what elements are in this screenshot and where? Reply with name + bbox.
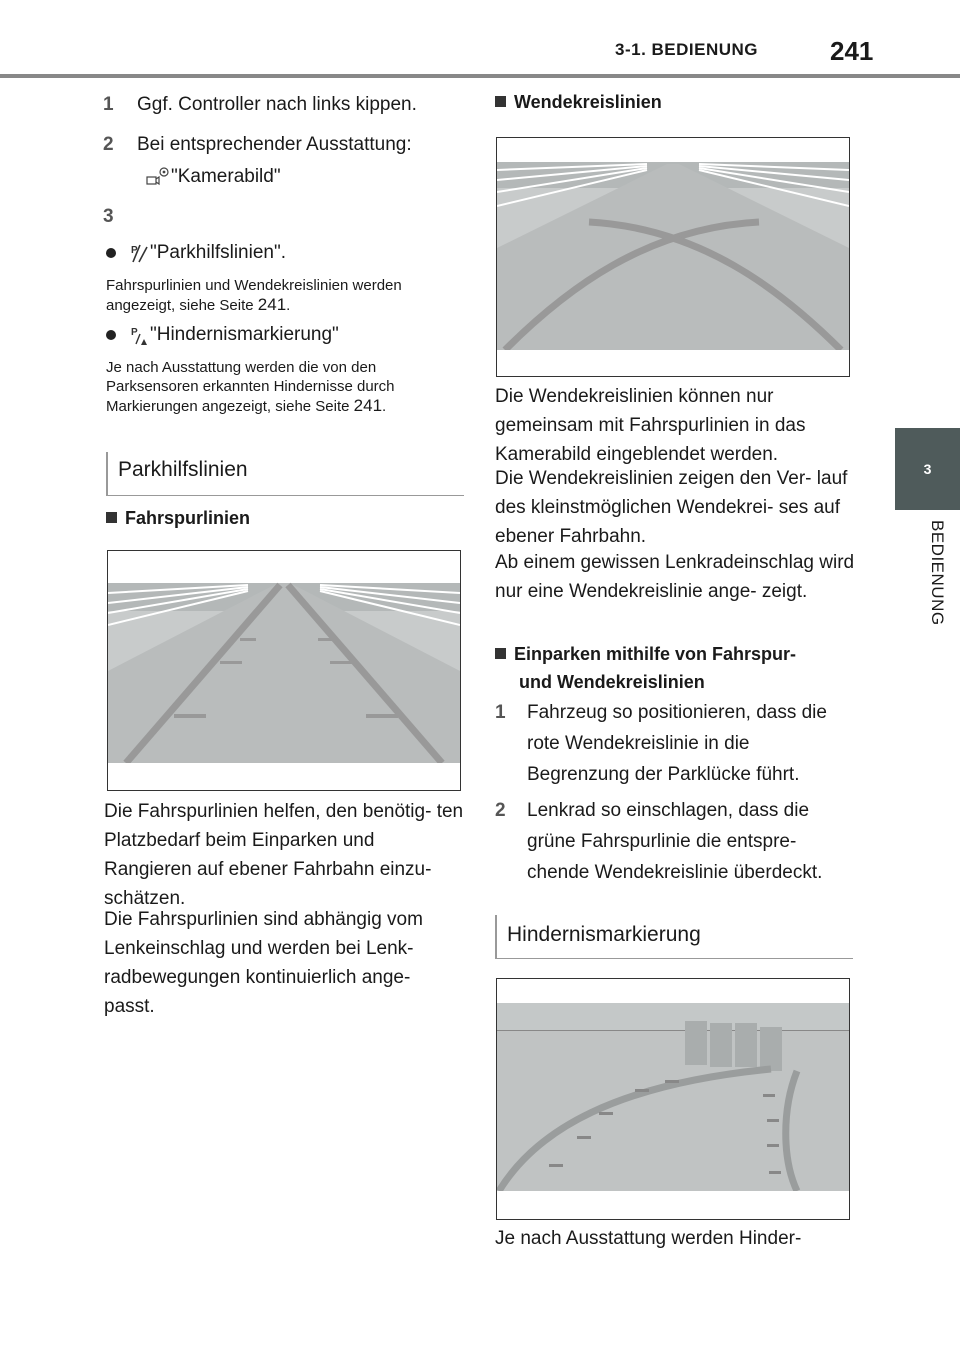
section-heading-box (106, 452, 464, 496)
obstacle-marking-icon (130, 324, 150, 346)
square-bullet (106, 512, 117, 523)
lane-lines-image (108, 551, 460, 790)
bullet-dot (106, 248, 116, 258)
square-bullet (495, 96, 506, 107)
obstacle-marking-image (497, 979, 849, 1219)
parking-lines-icon (130, 242, 150, 264)
chapter-tab: 3 (895, 428, 960, 510)
subheading-fahrspurlinien: Fahrspurlinien (106, 508, 250, 529)
bullet-parkhilfslinien-note: Fahrspurlinien und Wendekreislinien werden angezeigt, siehe Seite 241. (106, 277, 402, 314)
paragraph-wendekreislinien-2: Die Wendekreislinien zeigen den Ver- lauf des kleinstmöglichen Wendekrei- ses auf ebener Fahrbahn. (495, 468, 848, 547)
running-header-section: 3-1. BEDIENUNG (615, 40, 759, 59)
step-3: 3 (103, 206, 114, 227)
step-b: 2 Lenkrad so einschlagen, dass die grüne Fahrspurlinie die entspre- chende Wendekreislinie überdeckt. (495, 800, 823, 883)
section-title: Parkhilfslinien (118, 458, 248, 481)
step-a: 1 Fahrzeug so positionieren, dass die rote Wendekreislinie in die Begrenzung der Parklücke führt. (495, 702, 827, 785)
bullet-parkhilfslinien: P "Parkhilfslinien". (106, 238, 466, 267)
page-number: 241 (830, 36, 874, 66)
section-heading-box (495, 915, 853, 959)
figure-wendekreislinien (496, 137, 850, 377)
section-title: Hindernismarkierung (507, 923, 701, 946)
square-bullet (495, 648, 506, 659)
figure-fahrspurlinien (107, 550, 461, 791)
subheading-wendekreislinien: Wendekreislinien (495, 92, 662, 113)
subheading-einparken: Einparken mithilfe von Fahrspur- und Wendekreislinien (495, 640, 855, 696)
paragraph-hindernismarkierung: Je nach Ausstattung werden Hinder- (495, 1228, 802, 1249)
bullet-hindernismarkierung-note: Je nach Ausstattung werden die von den Parksensoren erkannten Hindernisse durch Markierungen angezeigt, siehe Seite 241. (106, 359, 395, 415)
bullet-dot (106, 330, 116, 340)
header-rule (0, 74, 960, 78)
page-reference[interactable]: 241 (257, 295, 287, 314)
turning-circle-image (497, 138, 849, 376)
bullet-hindernismarkierung: P "Hindernismarkierung" (106, 320, 466, 349)
step-2-sub: "Kamerabild" (145, 162, 465, 191)
paragraph-fahrspurlinien-2: Die Fahrspurlinien sind abhängig vom Lenkeinschlag und werden bei Lenk- radbewegungen kontinuierlich ange- passt. (104, 909, 423, 1017)
paragraph-fahrspurlinien-1: Die Fahrspurlinien helfen, den benötig- ten Platzbedarf beim Einparken und Rangieren auf ebener Fahrbahn einzu- schätzen. (104, 801, 464, 909)
svg-text:P: P (131, 244, 138, 256)
step-1: 1 Ggf. Controller nach links kippen. (103, 94, 417, 115)
svg-text:P: P (131, 326, 138, 338)
chapter-tab-label: BEDIENUNG (928, 520, 947, 626)
paragraph-wendekreislinien-1: Die Wendekreislinien können nur gemeinsam mit Fahrspurlinien in das Kamerabild eingeblendet werden. (495, 386, 806, 465)
page-reference[interactable]: 241 (353, 396, 383, 415)
paragraph-wendekreislinien-3: Ab einem gewissen Lenkradeinschlag wird nur eine Wendekreislinie ange- zeigt. (495, 552, 855, 602)
figure-hindernismarkierung (496, 978, 850, 1220)
camera-settings-icon (145, 165, 171, 189)
step-2: 2 Bei entsprechender Ausstattung: (103, 134, 412, 155)
